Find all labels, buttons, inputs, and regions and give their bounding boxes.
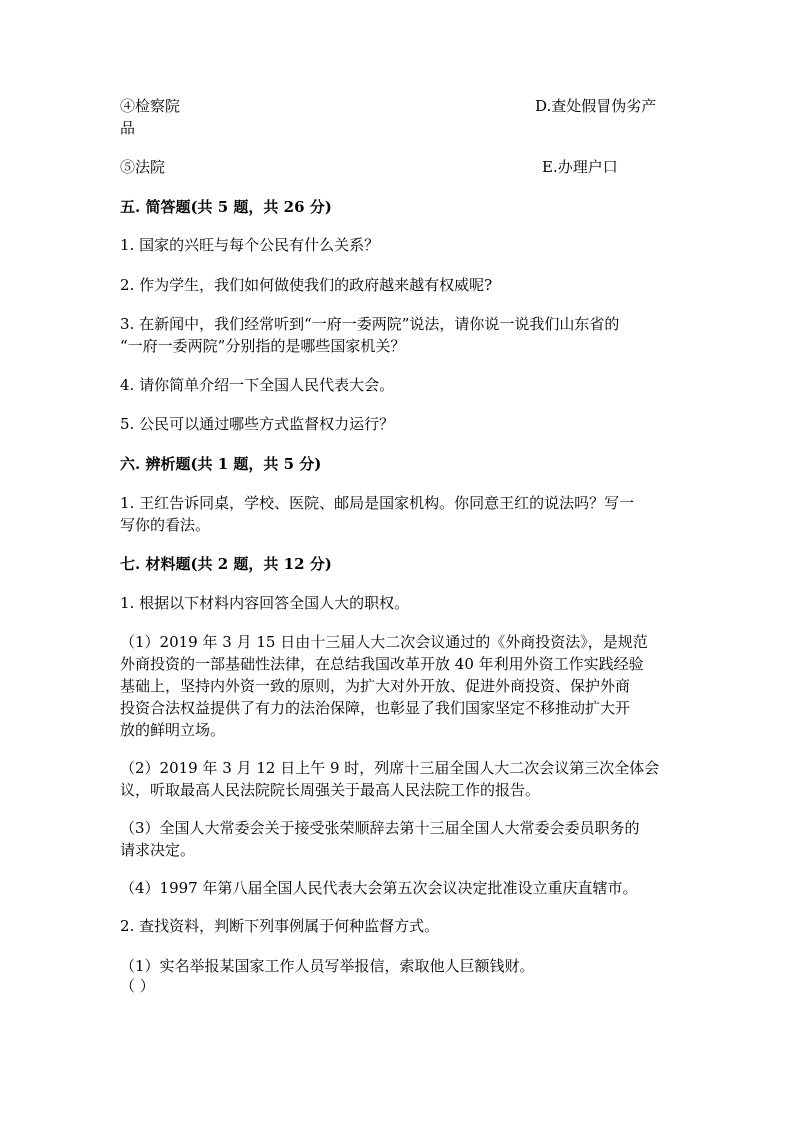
s5-question-4: 4. 请你简单介绍一下全国人民代表大会。 [120,376,395,394]
section-5-heading: 五. 简答题(共 5 题，共 26 分) [120,198,332,216]
matching-right-item-d-wrap: 品 [120,119,136,137]
s6-question-1-line-1: 1. 王红告诉同桌，学校、医院、邮局是国家机构。你同意王红的说法吗？写一 [120,494,635,512]
s7-question-1: 1. 根据以下材料内容回答全国人大的职权。 [120,594,410,612]
s7-question-2-item-1: （1）实名举报某国家工作人员写举报信，索取他人巨额钱财。 [120,957,535,975]
s7-material-4: （4）1997 年第八届全国人民代表大会第五次会议决定批准设立重庆直辖市。 [120,879,638,897]
s5-question-5: 5. 公民可以通过哪些方式监督权力运行？ [120,415,395,433]
matching-right-item-d: D.查处假冒伪劣产 [535,97,657,115]
s5-question-1: 1. 国家的兴旺与每个公民有什么关系？ [120,236,380,254]
matching-right-item-e: E.办理户口 [542,158,618,176]
s7-material-1-line-5: 放的鲜明立场。 [120,721,226,739]
s7-material-1-line-3: 基础上，坚持内外资一致的原则，为扩大对外开放、促进外商投资、保护外商 [120,677,631,695]
s7-material-1-line-2: 外商投资的一部基础性法律，在总结我国改革开放 40 年利用外资工作实践经验 [120,655,644,673]
s6-question-1-line-2: 写你的看法。 [120,516,211,534]
s7-material-2-line-2: 议，听取最高人民法院院长周强关于最高人民法院工作的报告。 [120,781,541,799]
s5-question-3-line-1: 3. 在新闻中，我们经常听到“一府一委两院”说法，请你说一说我们山东省的 [120,315,620,333]
matching-left-item-5: ⑤法院 [120,158,166,176]
s5-question-2: 2. 作为学生，我们如何做使我们的政府越来越有权威呢? [120,276,493,294]
s5-question-3-line-2: “一府一委两院”分别指的是哪些国家机关？ [120,337,406,355]
s7-material-3-line-2: 请求决定。 [120,841,196,859]
s7-material-1-line-4: 投资合法权益提供了有力的法治保障，也彰显了我们国家坚定不移推动扩大开 [120,699,631,717]
s7-material-1-line-1: （1）2019 年 3 月 15 日由十三届人大二次会议通过的《外商投资法》，是规范 [120,633,648,651]
matching-left-item-4: ④检察院 [120,97,181,115]
s7-material-3-line-1: （3）全国人大常委会关于接受张荣顺辞去第十三届全国人大常委会委员职务的 [120,819,640,837]
s7-question-2: 2. 查找资料，判断下列事例属于何种监督方式。 [120,917,440,935]
section-7-heading: 七. 材料题(共 2 题，共 12 分) [120,555,332,573]
s7-material-2-line-1: （2）2019 年 3 月 12 日上午 9 时，列席十三届全国人大二次会议第三次全体会 [120,759,660,777]
answer-blank[interactable]: （ ） [120,977,155,995]
section-6-heading: 六. 辨析题(共 1 题，共 5 分) [120,455,322,473]
